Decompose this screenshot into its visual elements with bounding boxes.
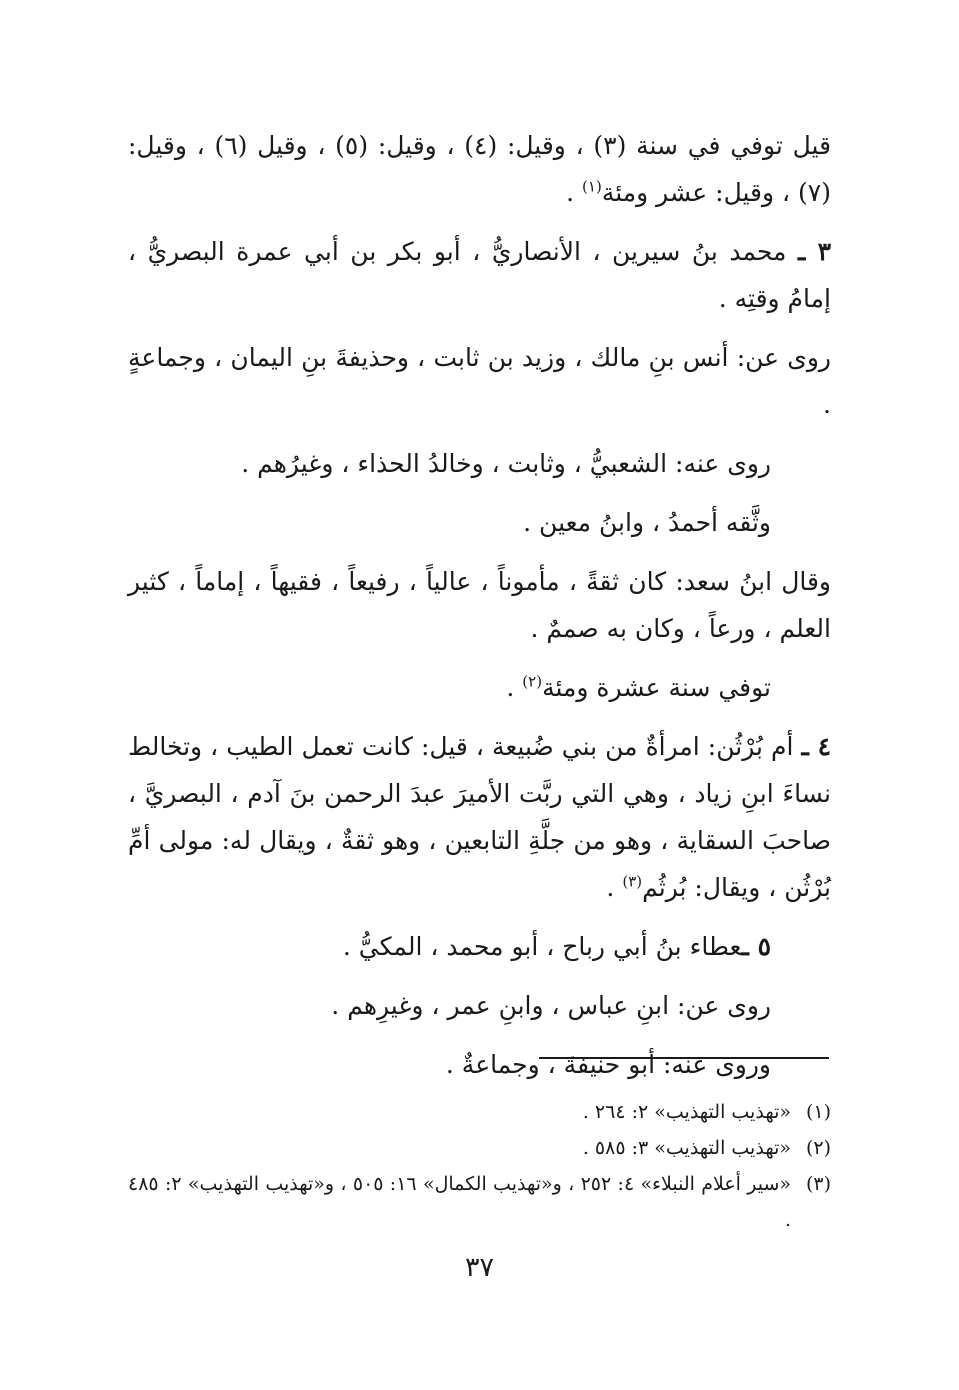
page-number: ٣٧ — [464, 1252, 494, 1283]
footnote-number: (٢) — [805, 1137, 831, 1159]
paragraph-narrated-by — [128, 440, 831, 487]
paragraph-end: . — [606, 873, 623, 902]
paragraph-trust — [128, 499, 831, 546]
footnote-divider — [539, 1057, 829, 1059]
footnote-ref-2: (٢) — [522, 672, 543, 691]
paragraph-narrated-by — [128, 1041, 831, 1088]
paragraph-text: توفي سنة عشرة ومئة — [542, 673, 771, 702]
footnote-ref-1: (١) — [582, 177, 602, 196]
paragraph-text: وثَّقه أحمدُ ، وابنُ معين . — [523, 508, 771, 537]
footnote-3 — [128, 1166, 831, 1238]
footnote-text: «سير أعلام النبلاء» ٤: ٢٥٢ ، و«تهذيب الكمال» ١٦: ٥٠٥ ، و«تهذيب التهذيب» ٢: ٤٨٥ . — [128, 1173, 792, 1231]
footnote-2 — [128, 1130, 831, 1166]
paragraph-text: وروى عنه: أبو حنيفةَ ، وجماعةٌ . — [445, 1050, 771, 1079]
paragraph-death — [128, 664, 831, 711]
footnote-text: «تهذيب التهذيب» ٢: ٢٦٤ . — [582, 1101, 791, 1123]
footnote-number: (١) — [805, 1101, 831, 1123]
paragraph-text: روى عن: أنس بنِ مالك ، وزيد بن ثابت ، وحذيفةَ بنِ اليمان ، وجماعةٍ . — [128, 343, 831, 419]
entry-number: ٤ ـ — [801, 732, 832, 761]
paragraph-narrated-from — [128, 982, 831, 1029]
paragraph-text: روى عن: ابنِ عباس ، وابنِ عمر ، وغيرِهم . — [331, 991, 771, 1020]
paragraph-text: وقال ابنُ سعد: كان ثقةً ، مأموناً ، عالياً ، رفيعاً ، فقيهاً ، إماماً ، كثير العلم ، ورعاً ، وكان به صممٌ . — [128, 567, 831, 643]
paragraph-narrated-from — [128, 334, 831, 428]
entry-text: محمد بنُ سيرين ، الأنصاريُّ ، أبو بكر بن أبي عمرة البصريُّ ، إمامُ وقتِه . — [128, 237, 831, 313]
entry-number: ٣ ـ — [797, 237, 832, 266]
entry-3-heading — [128, 228, 831, 322]
paragraph-ibn-saad — [128, 558, 831, 652]
paragraph-text: قيل توفي في سنة (٣) ، وقيل: (٤) ، وقيل: (٥) ، وقيل (٦) ، وقيل: (٧) ، وقيل: عشر ومئة — [128, 131, 832, 207]
paragraph-end: . — [566, 178, 583, 207]
entry-text: أم بُرْثُن: امرأةٌ من بني ضُبيعة ، قيل: كانت تعمل الطيب ، وتخالط نساءَ ابنِ زياد ، وهي التي ربَّت الأميرَ عبدَ الرحمن بنَ آدم ، البصريَّ ، صاحبَ السقاية ، وهو من جلَّةِ التابعين ، وهو ثقةٌ ، ويقال له: مولى أمِّ بُرْثُن ، ويقال: بُرثُم — [128, 732, 831, 902]
entry-4-heading — [128, 723, 831, 911]
paragraph-text: روى عنه: الشعبيُّ ، وثابت ، وخالدُ الحذاء ، وغيرُهم . — [241, 449, 771, 478]
footnote-ref-3: (٣) — [622, 872, 643, 891]
footnote-1 — [128, 1094, 831, 1130]
footnote-number: (٣) — [805, 1173, 831, 1195]
footnote-text: «تهذيب التهذيب» ٣: ٥٨٥ . — [582, 1137, 791, 1159]
paragraph-end: . — [506, 673, 523, 702]
footnotes — [128, 1094, 831, 1238]
paragraph-death-dates — [128, 122, 831, 216]
main-text — [128, 122, 831, 1100]
entry-text: عطاء بنُ أبي رباح ، أبو محمد ، المكيُّ . — [342, 932, 742, 961]
entry-number: ٥ ـ — [741, 932, 771, 961]
entry-5-heading — [128, 923, 831, 970]
